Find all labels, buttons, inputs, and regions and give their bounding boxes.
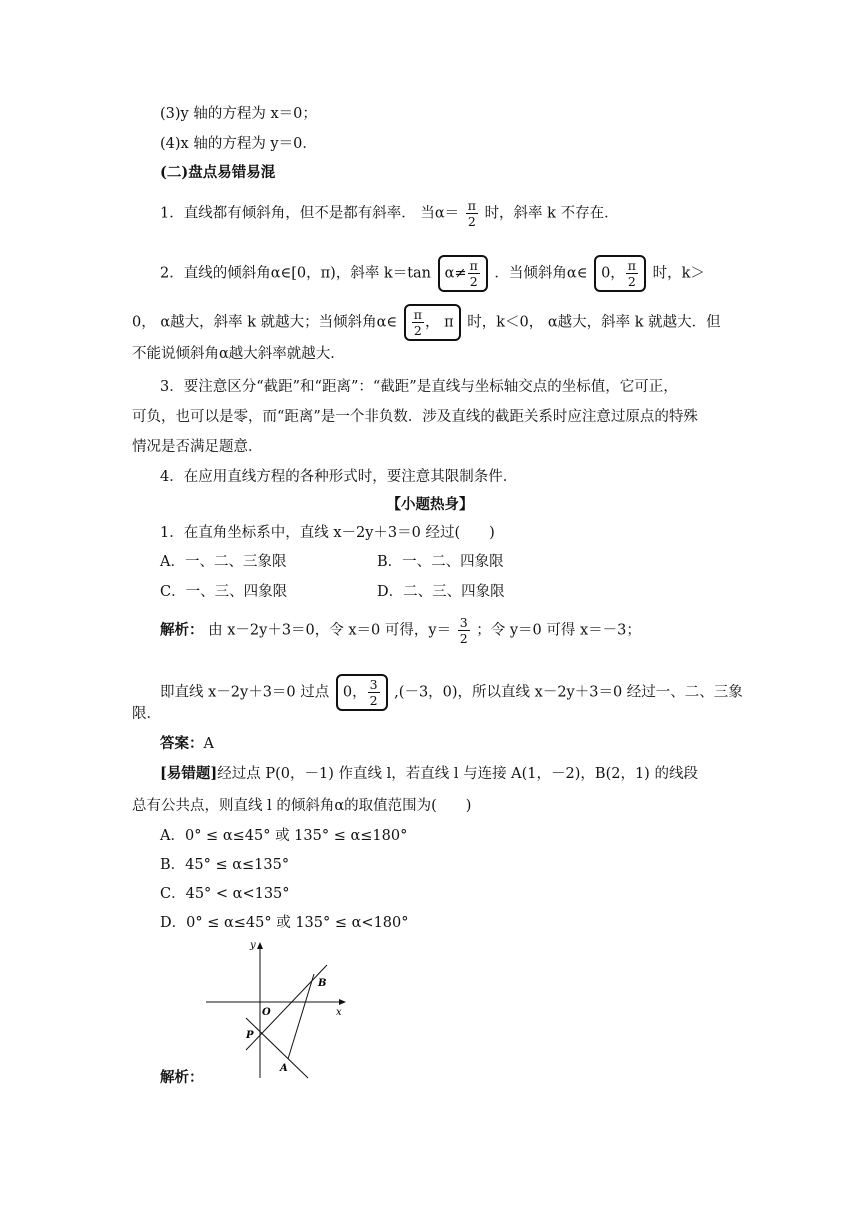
- line-through-P-B: [246, 965, 327, 1050]
- solution-2-label: 解析：: [160, 1069, 204, 1086]
- q1-option-b: B．一、二、四象限: [377, 554, 504, 570]
- frac-den: 2: [413, 323, 422, 338]
- label-O: O: [262, 1007, 271, 1018]
- bracket-point-0-3over2: [336, 674, 388, 711]
- fraction-3-over-2: [368, 677, 380, 708]
- question-2-line-1: [160, 764, 698, 784]
- frac-num: π: [413, 307, 422, 322]
- q2-text-a: 经过点 P(0，－1) 作直线 l，若直线 l 与连接 A(1，－2)，B(2，1) 的线段: [217, 766, 698, 782]
- bracket-text: α≠: [444, 265, 467, 282]
- heading-xiaoti-reshen: 【小题热身】: [386, 496, 474, 513]
- paragraph-2-line-1: [160, 255, 705, 292]
- label-P: P: [246, 1030, 254, 1041]
- bracket-interval-pi2-pi: [404, 304, 461, 341]
- coordinate-figure: [200, 938, 350, 1084]
- solution-1-line-1: [160, 615, 641, 646]
- p2-text-a: 2．直线的倾斜角α∈[0，π)，斜率 k＝tan: [160, 265, 432, 282]
- bracket-interval-0-pi2: [594, 255, 646, 292]
- section-title: (二)盘点易错易混: [160, 164, 276, 181]
- bracket-text: 0，: [601, 265, 625, 282]
- fraction-pi-over-2: [412, 307, 424, 338]
- p2-text-c: 时，k＞: [652, 265, 705, 282]
- p1-text-b: 时，斜率 k 不存在．: [484, 205, 619, 222]
- q1-option-a: A．一、二、三象限: [160, 554, 287, 570]
- frac-den: 2: [627, 274, 636, 289]
- p2-text-b: ．当倾斜角α∈: [494, 265, 588, 282]
- p1-text-a: 1．直线都有倾斜角，但不是都有斜率． 当α＝: [160, 205, 460, 222]
- paragraph-2-line-3: 不能说倾斜角α越大斜率就越大．: [132, 346, 345, 362]
- bracket-text: 0，: [342, 684, 367, 701]
- frac-den: 2: [459, 631, 468, 646]
- q1-option-c: C．一、三、四象限: [160, 584, 288, 600]
- q2-option-d: D．0° ≤ α≤45° 或 135° ≤ α<180°: [160, 915, 409, 931]
- x-axis-arrow: [339, 999, 346, 1005]
- paragraph-4: 4．在应用直线方程的各种形式时，要注意其限制条件．: [160, 469, 518, 485]
- p3-text-b: 时，k＜0， α越大，斜率 k 就越大．但: [467, 314, 721, 331]
- frac-num: 3: [369, 677, 378, 692]
- s1-text-b: ；令 y＝0 可得 x＝－3；: [476, 622, 641, 639]
- bracket-text: ， π: [424, 314, 454, 331]
- frac-num: 3: [459, 615, 468, 630]
- fraction-pi-over-2: [468, 258, 480, 289]
- label-y: y: [250, 940, 256, 951]
- question-1: 1．在直角坐标系中，直线 x－2y＋3＝0 经过( ): [160, 525, 495, 541]
- paragraph-2-line-2: [132, 304, 721, 341]
- line-through-P-A: [246, 1018, 308, 1078]
- question-2-line-2: 总有公共点，则直线 l 的倾斜角α的取值范围为( ): [132, 798, 472, 814]
- q1-option-d: D．二、三、四象限: [377, 584, 505, 600]
- s2-text-b: ,(－3，0)，所以直线 x－2y＋3＝0 经过一、二、三象: [394, 684, 743, 701]
- fraction-3-over-2: [458, 615, 470, 646]
- frac-num: π: [467, 198, 476, 213]
- line-y-axis-eq: (3)y 轴的方程为 x＝0；: [160, 106, 317, 122]
- solution-1-line-2: [160, 674, 743, 711]
- solution-label: 解析：: [160, 621, 204, 639]
- frac-den: 2: [467, 214, 476, 229]
- paragraph-3-line-3: 情况是否满足题意．: [132, 439, 263, 455]
- line-x-axis-eq: (4)x 轴的方程为 y＝0．: [160, 136, 317, 152]
- label-A: A: [280, 1063, 288, 1074]
- label-B: B: [318, 978, 327, 989]
- bracket-alpha-condition: [438, 255, 488, 292]
- paragraph-3-line-2: 可负，也可以是零，而“距离”是一个非负数．涉及直线的截距关系时应注意过原点的特殊: [132, 409, 698, 425]
- answer-1: [160, 734, 214, 754]
- solution-1-line-3: 限．: [132, 706, 161, 722]
- answer-value: A: [203, 736, 214, 752]
- paragraph-3-line-1: 3．要注意区分“截距”和“距离”：“截距”是直线与坐标轴交点的坐标值，它可正，: [160, 379, 678, 395]
- frac-den: 2: [369, 693, 378, 708]
- fraction-pi-over-2: [626, 258, 638, 289]
- s2-text-a: 即直线 x－2y＋3＝0 过点: [160, 684, 330, 701]
- q2-option-b: B．45° ≤ α≤135°: [160, 857, 290, 873]
- tag-easy-mistake: [易错题]: [160, 765, 218, 782]
- p3-text-a: 0， α越大，斜率 k 就越大；当倾斜角α∈: [132, 314, 398, 331]
- y-axis-arrow: [257, 942, 263, 949]
- q2-option-c: C．45° < α<135°: [160, 886, 290, 902]
- frac-den: 2: [469, 274, 478, 289]
- s1-text-a: 由 x－2y＋3＝0，令 x＝0 可得，y＝: [208, 622, 452, 639]
- paragraph-1: [160, 198, 619, 229]
- fraction-pi-over-2: [466, 198, 478, 229]
- label-x: x: [336, 1007, 342, 1018]
- q2-option-a: A．0° ≤ α≤45° 或 135° ≤ α≤180°: [160, 828, 408, 844]
- frac-num: π: [469, 258, 478, 273]
- answer-label: 答案：: [160, 735, 204, 752]
- frac-num: π: [627, 258, 637, 273]
- segment-A-B: [288, 974, 314, 1059]
